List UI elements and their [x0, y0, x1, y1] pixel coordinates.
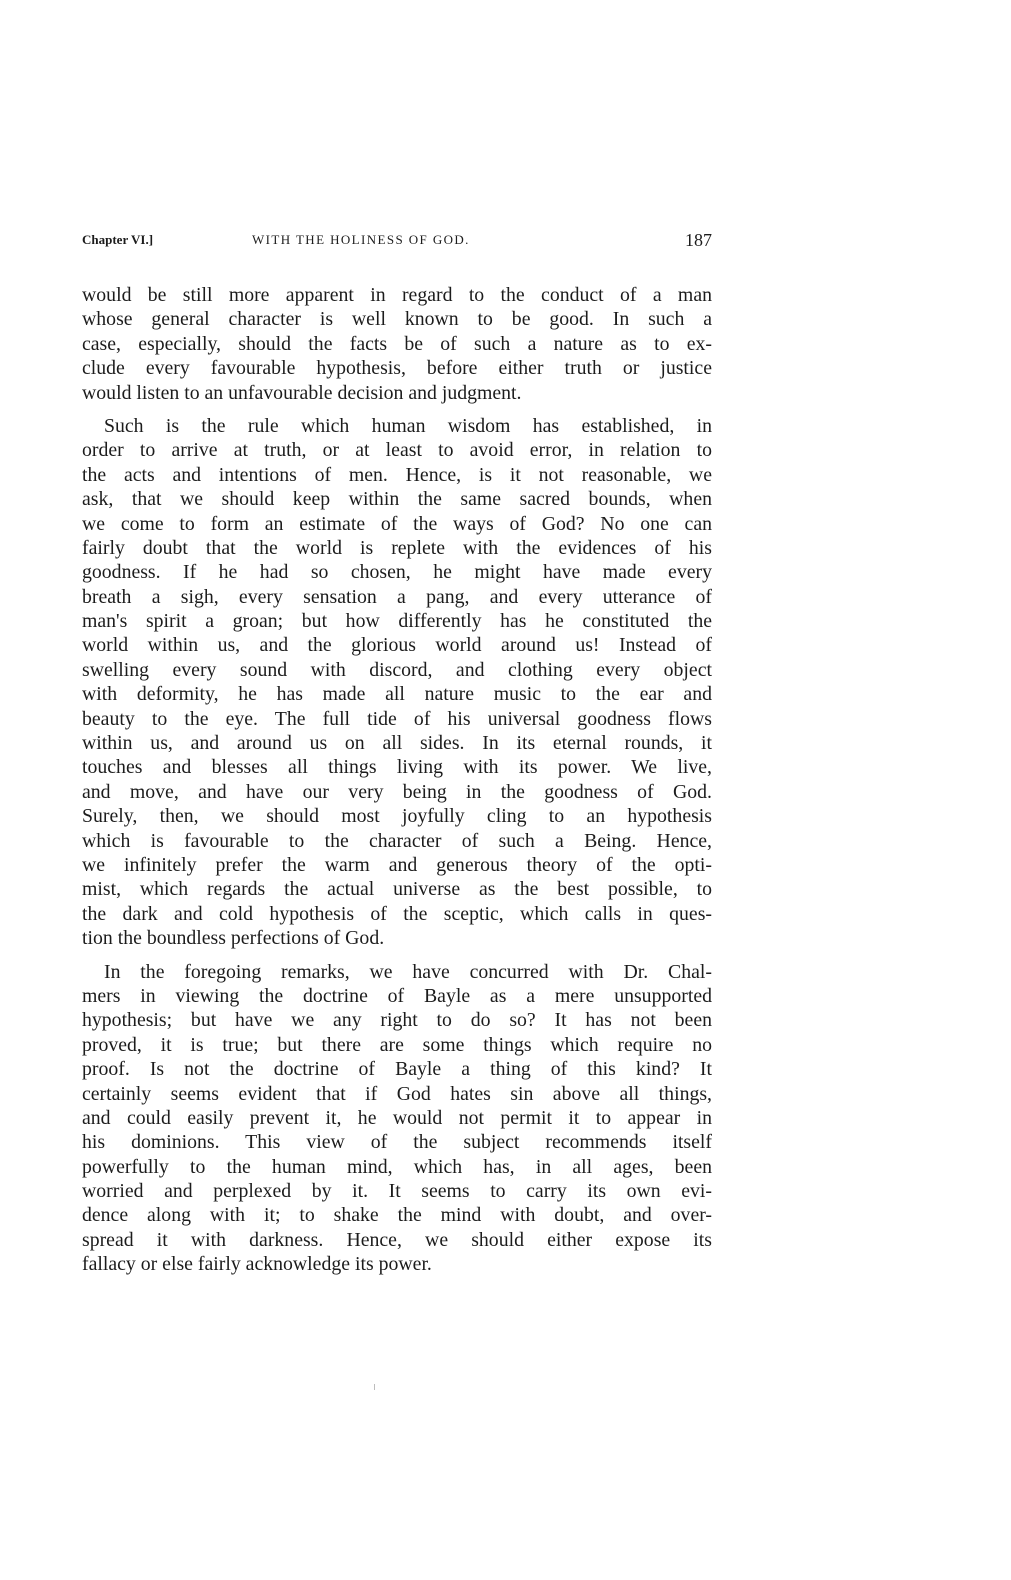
paragraph-gap — [82, 951, 712, 960]
text-line: the dark and cold hypothesis of the sceptic, which calls in ques- — [82, 902, 712, 925]
text-line: ask, that we should keep within the same sacred bounds, when — [82, 488, 712, 511]
text-line: fairly doubt that the world is replete with the evidences of his — [82, 536, 712, 559]
paragraph — [82, 960, 712, 1277]
text-line: fallacy or else fairly acknowledge its power. — [82, 1253, 432, 1276]
text-line: case, especially, should the facts be of such a nature as to ex- — [82, 332, 712, 355]
text-line: which is favourable to the character of such a Being. Hence, — [82, 829, 712, 852]
text-line: dence along with it; to shake the mind with doubt, and over- — [82, 1204, 712, 1227]
text-line: powerfully to the human mind, which has, in all ages, been — [82, 1155, 712, 1178]
text-line: within us, and around us on all sides. In its eternal rounds, it — [82, 732, 712, 755]
text-line: certainly seems evident that if God hates sin above all things, — [82, 1082, 712, 1105]
text-line: we come to form an estimate of the ways of God? No one can — [82, 512, 712, 535]
text-line: we infinitely prefer the warm and generous theory of the opti- — [82, 853, 712, 876]
text-line: proved, it is true; but there are some things which require no — [82, 1033, 712, 1056]
text-line: Such is the rule which human wisdom has established, in — [104, 414, 712, 437]
text-line: and move, and have our very being in the goodness of God. — [82, 780, 712, 803]
text-line: man's spirit a groan; but how differently has he constituted the — [82, 610, 712, 633]
body-text — [82, 283, 712, 1277]
text-line: with deformity, he has made all nature music to the ear and — [82, 683, 712, 706]
text-line: his dominions. This view of the subject recommends itself — [82, 1131, 712, 1154]
paragraph — [82, 283, 712, 405]
print-mark — [374, 1384, 375, 1390]
text-line: breath a sigh, every sensation a pang, and every utterance of — [82, 585, 712, 608]
text-line: In the foregoing remarks, we have concurred with Dr. Chal- — [104, 960, 712, 983]
text-line: proof. Is not the doctrine of Bayle a thing of this kind? It — [82, 1058, 712, 1081]
page-number: 187 — [685, 230, 712, 250]
text-line: spread it with darkness. Hence, we should either expose its — [82, 1228, 712, 1251]
chapter-reference: Chapter VI.] — [82, 232, 154, 247]
text-line: hypothesis; but have we any right to do so? It has not been — [82, 1009, 712, 1032]
text-line: goodness. If he had so chosen, he might have made every — [82, 561, 712, 584]
text-line: would listen to an unfavourable decision and judgment. — [82, 381, 522, 404]
text-line: mist, which regards the actual universe as the best possible, to — [82, 878, 712, 901]
text-line: touches and blesses all things living with its power. We live, — [82, 756, 712, 779]
text-line: beauty to the eye. The full tide of his universal goodness flows — [82, 707, 712, 730]
text-line: tion the boundless perfections of God. — [82, 927, 385, 950]
text-line: world within us, and the glorious world around us! Instead of — [82, 634, 712, 657]
text-line: swelling every sound with discord, and clothing every object — [82, 658, 712, 681]
text-line: whose general character is well known to be good. In such a — [82, 308, 712, 331]
paragraph — [82, 414, 712, 951]
text-line: and could easily prevent it, he would not permit it to appear in — [82, 1106, 712, 1129]
text-line: would be still more apparent in regard to the conduct of a man — [82, 284, 712, 306]
text-line: order to arrive at truth, or at least to avoid error, in relation to — [82, 439, 712, 462]
text-line: clude every favourable hypothesis, before either truth or justice — [82, 357, 712, 380]
text-line: worried and perplexed by it. It seems to carry its own evi- — [82, 1180, 712, 1203]
text-line: Surely, then, we should most joyfully cling to an hypothesis — [82, 805, 712, 828]
paragraph-gap — [82, 405, 712, 414]
text-line: the acts and intentions of men. Hence, is it not reasonable, we — [82, 463, 712, 486]
text-line: mers in viewing the doctrine of Bayle as a mere unsupported — [82, 984, 712, 1007]
running-head — [82, 230, 712, 254]
running-title: WITH THE HOLINESS OF GOD. — [252, 232, 470, 247]
